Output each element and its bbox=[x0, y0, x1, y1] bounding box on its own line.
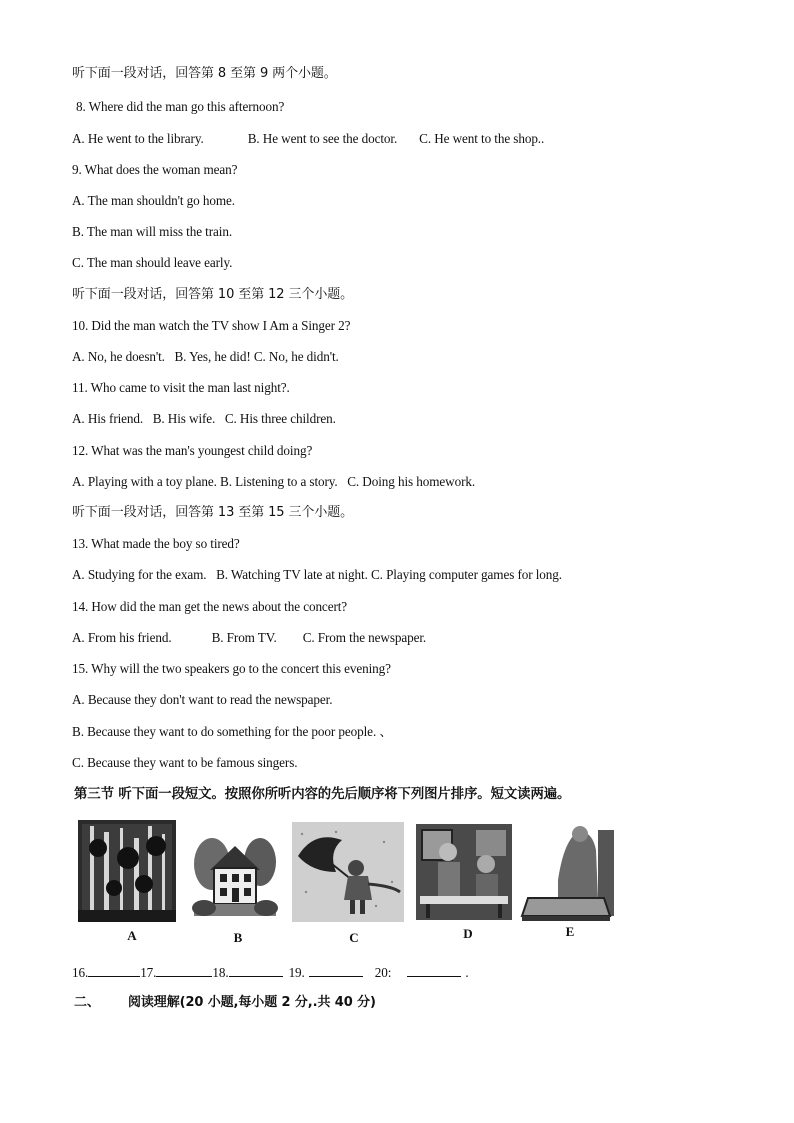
question-8: 8. Where did the man go this afternoon? bbox=[76, 99, 285, 114]
question-14-options bbox=[72, 630, 426, 646]
option-8b: B. He went to see the doctor. bbox=[247, 131, 398, 146]
question-10: 10. Did the man watch the TV show I Am a Singer 2? bbox=[72, 318, 351, 333]
section-3-heading: 第三节 听下面一段短文。按照你所听内容的先后顺序将下列图片排序。短文读两遍。 bbox=[74, 787, 571, 802]
question-8-options bbox=[72, 131, 544, 147]
question-11-options: A. His friend. B. His wife. C. His three children. bbox=[72, 411, 336, 426]
option-14c: C. From the newspaper. bbox=[302, 630, 427, 645]
answer-label-20: 20: bbox=[374, 965, 392, 980]
picture-label-a: A bbox=[127, 928, 137, 943]
question-9: 9. What does the woman mean? bbox=[72, 162, 238, 177]
option-15b: B. Because they want to do something for the poor people. 、 bbox=[72, 724, 393, 739]
answer-label-16: 16. bbox=[72, 965, 89, 980]
option-14b: B. From TV. bbox=[211, 630, 277, 645]
part-2-heading: 阅读理解(20 小题,每小题 2 分,.共 40 分) bbox=[128, 995, 376, 1010]
picture-d-family bbox=[416, 824, 512, 920]
question-12-options: A. Playing with a toy plane. B. Listening to a story. C. Doing his homework. bbox=[72, 474, 476, 489]
option-15a: A. Because they don't want to read the newspaper. bbox=[72, 692, 333, 707]
answer-blank-18[interactable] bbox=[229, 964, 283, 977]
option-9c: C. The man should leave early. bbox=[72, 255, 233, 270]
answer-blank-19[interactable] bbox=[309, 964, 363, 977]
picture-label-c: C bbox=[349, 930, 359, 945]
option-8c: C. He went to the shop.. bbox=[419, 131, 545, 146]
option-9a: A. The man shouldn't go home. bbox=[72, 193, 235, 208]
answer-blank-16[interactable] bbox=[88, 964, 140, 977]
answer-label-18: 18. bbox=[212, 965, 229, 980]
question-14: 14. How did the man get the news about the concert? bbox=[72, 599, 348, 614]
question-10-options: A. No, he doesn't. B. Yes, he did! C. No, he didn't. bbox=[72, 349, 339, 364]
section-instruction-13-15: 听下面一段对话，回答第 13 至第 15 三个小题。 bbox=[72, 505, 354, 520]
picture-label-e: E bbox=[565, 924, 575, 939]
answer-label-19: 19. bbox=[288, 965, 305, 980]
question-13-options: A. Studying for the exam. B. Watching TV late at night. C. Playing computer games for long. bbox=[72, 567, 562, 582]
section-instruction-8-9: 听下面一段对话，回答第 8 至第 9 两个小题。 bbox=[72, 66, 337, 81]
question-12: 12. What was the man's youngest child doing? bbox=[72, 443, 313, 458]
question-15: 15. Why will the two speakers go to the concert this evening? bbox=[72, 661, 391, 676]
picture-b-house bbox=[190, 828, 280, 922]
option-14a: A. From his friend. bbox=[72, 630, 172, 645]
question-13: 13. What made the boy so tired? bbox=[72, 536, 240, 551]
answer-label-17: 17. bbox=[140, 965, 157, 980]
answer-blank-20[interactable] bbox=[407, 964, 461, 977]
part-2-number: 二、 bbox=[74, 995, 100, 1010]
picture-e-bed bbox=[518, 820, 618, 924]
option-9b: B. The man will miss the train. bbox=[72, 224, 233, 239]
picture-c-umbrella bbox=[292, 822, 404, 922]
picture-label-d: D bbox=[463, 926, 473, 941]
answer-blanks bbox=[72, 964, 469, 981]
option-15c: C. Because they want to be famous singers. bbox=[72, 755, 298, 770]
picture-row bbox=[74, 818, 624, 950]
answer-end-period: . bbox=[465, 965, 469, 980]
picture-a-forest bbox=[78, 818, 176, 924]
picture-label-b: B bbox=[233, 930, 243, 945]
option-8a: A. He went to the library. bbox=[72, 131, 204, 146]
answer-blank-17[interactable] bbox=[156, 964, 212, 977]
question-11: 11. Who came to visit the man last night?. bbox=[72, 380, 290, 395]
section-instruction-10-12: 听下面一段对话，回答第 10 至第 12 三个小题。 bbox=[72, 287, 354, 302]
